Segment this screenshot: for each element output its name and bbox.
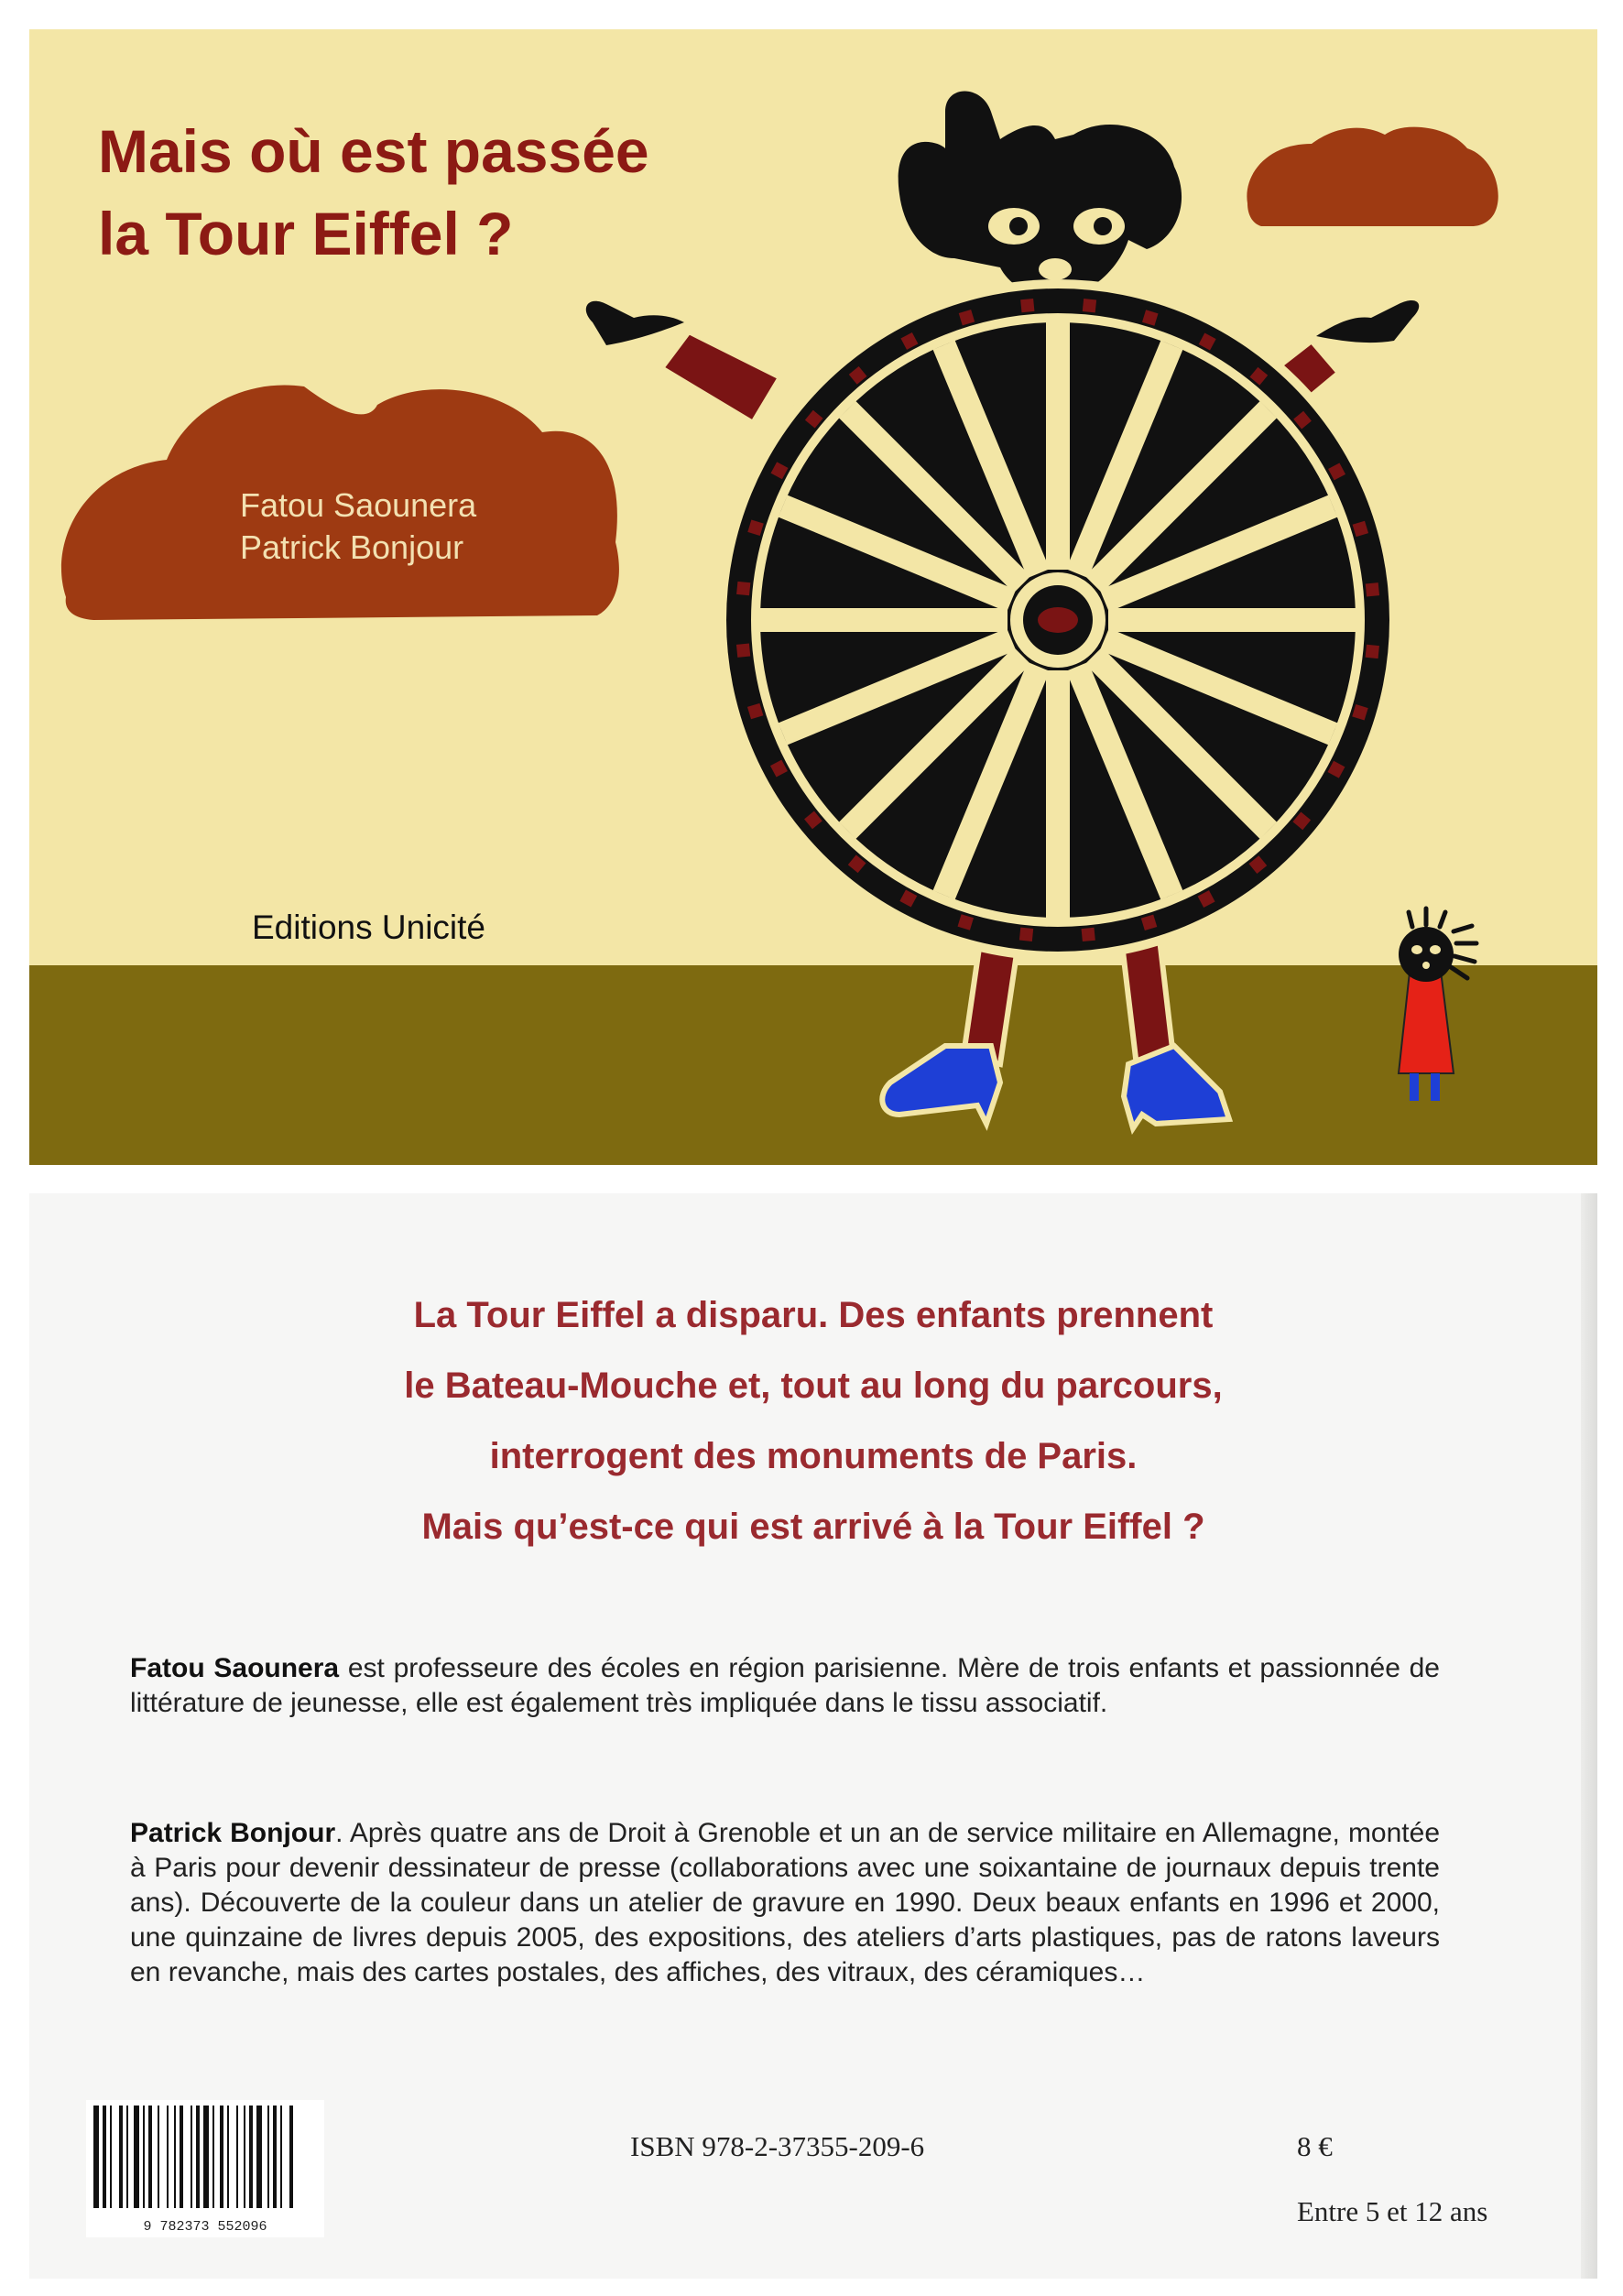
left-shoe: [882, 1046, 1000, 1124]
front-authors: [240, 484, 476, 569]
barcode-bar: [134, 2106, 139, 2208]
barcode-bar: [203, 2106, 209, 2208]
barcode-bar: [280, 2106, 282, 2208]
bio1-name: Fatou Saounera: [130, 1653, 340, 1683]
right-shoe: [1124, 1046, 1229, 1128]
barcode-bar: [126, 2106, 128, 2208]
pitch-text: [29, 1280, 1597, 1562]
barcode-bar: [167, 2106, 169, 2208]
title-line-1: Mais où est passée: [98, 117, 649, 185]
bio1-text: est professeure des écoles en région parisienne. Mère de trois enfants et passionnée de littérature de jeunesse, elle est également très impliquée dans le tissu associatif.: [130, 1653, 1440, 1718]
barcode-bar: [227, 2106, 229, 2208]
barcode-bar: [180, 2106, 183, 2208]
barcode-bar: [212, 2106, 214, 2208]
left-arm: [586, 301, 780, 423]
barcode-bar: [267, 2106, 269, 2208]
barcode-digits: 9 782373 552096: [143, 2219, 267, 2235]
author-1: Fatou Saounera: [240, 486, 477, 524]
title-line-2: la Tour Eiffel ?: [98, 200, 514, 267]
rim-block: [736, 582, 750, 595]
rim-block: [1083, 299, 1096, 312]
publisher: Editions Unicité: [252, 909, 486, 946]
front-cover: [29, 29, 1597, 1165]
book-title: [98, 110, 649, 275]
pitch-line-3: interrogent des monuments de Paris.: [489, 1436, 1138, 1476]
isbn: ISBN 978-2-37355-209-6: [630, 2130, 925, 2162]
bio-patrick: [130, 1816, 1440, 1990]
cloud-small: [1247, 127, 1498, 226]
rim-block: [1019, 928, 1033, 941]
rim-block: [1366, 645, 1379, 658]
age-range: Entre 5 et 12 ans: [1297, 2195, 1488, 2227]
barcode-bar: [249, 2106, 253, 2208]
barcode-bar: [174, 2106, 176, 2208]
barcode-bar: [93, 2106, 99, 2208]
barcode-bar: [110, 2106, 112, 2208]
pitch-line-1: La Tour Eiffel a disparu. Des enfants prennent: [413, 1295, 1214, 1335]
barcode-bar: [158, 2106, 159, 2208]
barcode-bar: [256, 2106, 262, 2208]
rim-block: [1366, 582, 1379, 596]
barcode-bar: [236, 2106, 238, 2208]
author-2: Patrick Bonjour: [240, 528, 464, 566]
pitch-line-2: le Bateau-Mouche et, tout au long du parcours,: [404, 1366, 1223, 1406]
price: 8 €: [1297, 2130, 1333, 2162]
barcode-bar: [191, 2106, 192, 2208]
bio-fatou: [130, 1651, 1440, 1721]
rim-block: [736, 644, 750, 658]
pitch-line-4: Mais qu’est-ce qui est arrivé à la Tour Eiffel ?: [421, 1507, 1205, 1547]
bio2-name: Patrick Bonjour: [130, 1818, 336, 1848]
barcode-bar: [103, 2106, 106, 2208]
barcode-bar: [143, 2106, 145, 2208]
barcode-bar: [119, 2106, 123, 2208]
barcode-bar: [148, 2106, 152, 2208]
bio2-text: . Après quatre ans de Droit à Grenoble et un an de service militaire en Allemagne, montée à Paris pour devenir dessinateur de presse (collaborations avec une soixantaine de journaux depuis trente ans). Découverte de la couleur dans un atelier de gravure en 1990. Deux beaux enfants en 1996 et 2000, une quinzaine de livres depuis 2005, des expositions, des ateliers d’arts plastiques, pas de ratons laveurs en revanche, mais des cartes postales, des affiches, des vitraux, des céramiques…: [130, 1818, 1441, 1987]
barcode: [86, 2100, 324, 2237]
barcode-bar: [220, 2106, 223, 2208]
rim-block: [1020, 299, 1034, 312]
barcode-bar: [289, 2106, 293, 2208]
barcode-bar: [196, 2106, 200, 2208]
rim-block: [1082, 928, 1095, 941]
wheel: [717, 279, 1399, 961]
child: [1399, 909, 1476, 1101]
barcode-bar: [273, 2106, 277, 2208]
back-cover: [29, 1193, 1597, 2279]
barcode-bar: [244, 2106, 245, 2208]
